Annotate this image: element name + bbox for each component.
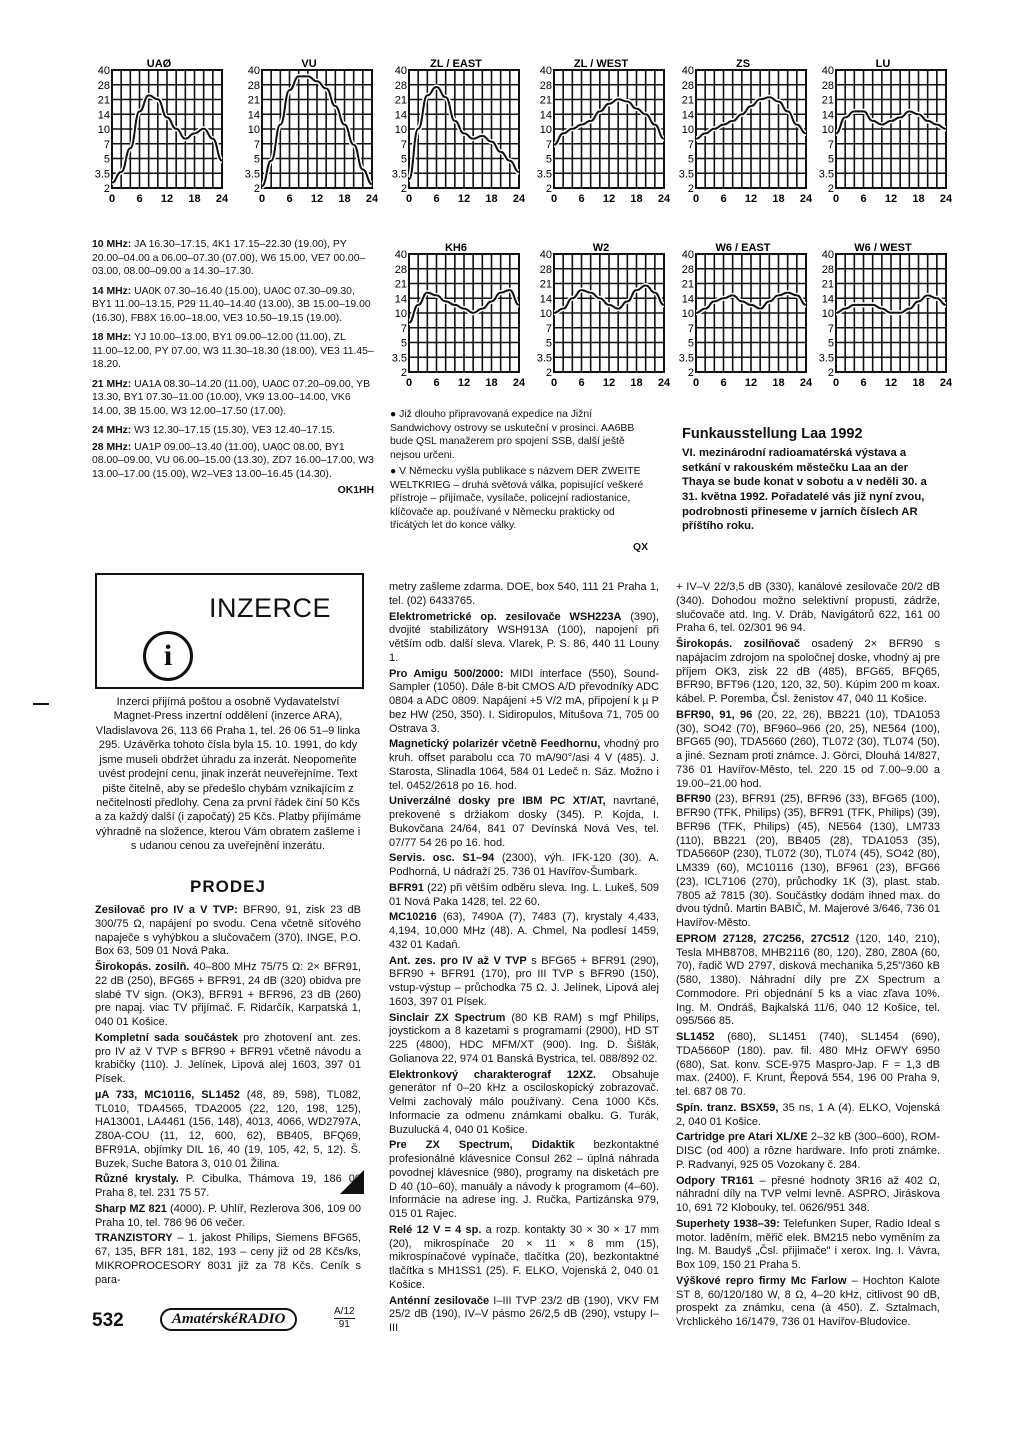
y-tick-label: 14	[97, 109, 110, 122]
x-tick-label: 24	[365, 193, 378, 205]
x-tick-label: 24	[657, 377, 670, 389]
y-tick-label: 14	[681, 293, 694, 306]
y-tick-label: 40	[681, 249, 694, 261]
x-tick-label: 12	[602, 193, 616, 205]
y-tick-label: 2	[545, 183, 552, 195]
y-tick-label: 10	[539, 308, 552, 320]
y-tick-label: 7	[545, 322, 552, 335]
ad-text: (2300), výh. IFK-120 (30). A. Podhorná, U nádraží 25. 736 01 Havířov-Šumbark.	[389, 852, 660, 878]
x-tick-label: 0	[692, 377, 700, 389]
classified-ad	[95, 1232, 361, 1287]
ad-text: vhodný pro kruh. offset parabolu cca 70 mA/90°/asi 4 V (485). J. Starosta, Slinadla 1064, 584 01 Ledeč n. Sáz. Možno i tel. 0452/2618 po 16. hod.	[389, 738, 659, 792]
y-tick-label: 40	[681, 65, 694, 77]
y-tick-label: 21	[394, 278, 407, 291]
chart-svg	[385, 52, 525, 212]
y-tick-label: 5	[253, 153, 260, 166]
ad-heading: BFR90, 91, 96	[676, 708, 753, 721]
y-tick-label: 21	[681, 94, 694, 107]
x-tick-label: 24	[799, 193, 812, 205]
x-tick-label: 12	[744, 377, 758, 389]
ad-text: 35 ns, 1 A (4). ELKO, Vojenská 2, 040 01 Košice.	[676, 1101, 941, 1128]
x-tick-label: 6	[136, 193, 143, 205]
classified-ad	[95, 1173, 361, 1201]
ad-text: a rozp. kontakty 30 × 30 × 17 mm (20), mikrospínače 20 × 11 × 8 mm (15), mikrospínačové vypínače, tlačítka (20), bezkontaktné tlačítka s MH1SS1 (25). F. ELKO, Vojenská 2, 040 01 Košice.	[389, 1223, 659, 1291]
y-tick-label: 40	[394, 65, 407, 77]
ad-heading: Různé krystaly.	[95, 1173, 179, 1186]
schedule-entry: 28 MHz: UA1P 09.00–13.40 (11.00), UA0C 08.00, BY1 08.00–09.00, VU 06.00–15.00 (13.30), ZD7 16.00–17.00, W3 13.00–17.00 (15.00), W2–VE3 13.00–16.45 (14.30).	[92, 441, 374, 480]
ad-heading: Anténní zesilovače	[389, 1294, 490, 1307]
inzerce-header-box	[95, 573, 364, 689]
ad-text: (120, 140, 210), Tesla MHB8708, MHB2116 (80, 120), Z80, Z80A (60, 70), řadič WD 2797, disková mechanika 5,25"/360 kB (580, 1380). Náhradní díly pre ZX Spectrum a Commodore. Pri objednání 5 ks a viac zľava 10%. Ing. M. Ondráš, Bajkalská 11/6, 040 12 Košice, tel. 095/566 85.	[676, 932, 940, 1028]
propagation-schedule	[92, 238, 374, 501]
ad-text: Obsahuje generátor nf 0–20 kHz a osciloskopický zobrazovač. Velmi zachovalý málo používaný. Cena 1000 Kčs. Informacie za odmenu známkami obalku. G. Turák, Buzulucká 4, 040 01 Košice.	[389, 1068, 659, 1136]
schedule-entry: 21 MHz: UA1A 08.30–14.20 (11.00), UA0C 07.20–09.00, YB 13.30, BY1 07.30–11.00 (10.00), VK9 13.00–14.00, VK6 14.00, 3B 15.00, W3 12.00–17.50 (17.00).	[92, 378, 371, 417]
ad-text: osadený 2× BFR90 s napájacím zdrojom na spoločnej doske, vhodný aj pre příjem OK3, zisk 22 dB (485), BFG65, BFQ65, BFR90, BFT96 (120, 120, 32, 50). Kúpim 200 m koax. kábel. P. Poremba, Čsl. ženistov 47, 040 11 Košice.	[676, 638, 940, 705]
propagation-chart	[812, 52, 952, 212]
y-tick-label: 2	[545, 367, 552, 379]
classified-ad	[676, 1102, 940, 1130]
y-tick-label: 3.5	[391, 352, 407, 365]
y-tick-label: 2	[687, 183, 694, 195]
x-tick-label: 0	[550, 193, 558, 205]
y-tick-label: 3.5	[244, 168, 260, 181]
y-tick-label: 28	[539, 263, 552, 276]
news-item: ● V Německu vyšla publikace s názvem DER ZWEITE WELTKRIEG – druhá světová válka, popisující veškeré přístroje – přijímače, vysílače, policejní radiostanice, klíčovače ap. používané v Německu prakticky od třicátých let do konce války.	[390, 466, 644, 532]
x-tick-label: 0	[692, 193, 700, 205]
ad-text: navrtané, prekovené s držiakom dosky (345). P. Kojda, I. Bukovčana 24/64, 841 07 Devínská Nová Ves, tel. 07/77 54 26 po 16. hod.	[389, 795, 659, 849]
magazine-logo: AmatérskéRADIO	[160, 1308, 297, 1331]
classified-ad	[95, 1203, 361, 1231]
y-tick-label: 40	[539, 249, 552, 261]
ad-heading: TRANZISTORY	[95, 1232, 173, 1245]
classified-ad	[389, 955, 659, 1010]
x-tick-label: 6	[433, 377, 440, 389]
y-tick-label: 21	[539, 278, 552, 291]
chart-svg	[812, 236, 952, 396]
x-tick-label: 0	[405, 377, 413, 389]
chart-title: ZL / WEST	[573, 58, 629, 70]
classified-ad	[389, 581, 659, 609]
classified-ad	[389, 795, 659, 850]
ad-text: metry zašleme zdarma. DOE, box 540, 111 21 Praha 1, tel. (02) 6433765.	[389, 581, 659, 607]
chart-title: KH6	[444, 242, 468, 254]
funkausstellung-title: Funkausstellung Laa 1992	[682, 426, 863, 442]
ad-text: pro zhotovení ant. zes. pro IV až V TVP s BFR90 + BFR91 včetně návodu a krabičky (110). J. Jelínek, Lipová alej 1603, 397 01 Písek.	[95, 1031, 361, 1085]
x-tick-label: 12	[744, 193, 758, 205]
x-tick-label: 24	[512, 377, 525, 389]
ad-heading: Magnetický polarizér včetně Feedhornu,	[389, 738, 601, 751]
y-tick-label: 3.5	[536, 168, 552, 181]
x-tick-label: 18	[772, 193, 785, 205]
x-tick-label: 0	[108, 193, 116, 205]
y-tick-label: 40	[821, 65, 834, 77]
x-tick-label: 6	[578, 193, 585, 205]
propagation-chart	[238, 52, 378, 212]
ad-heading: µA 733, MC10116, SL1452	[95, 1088, 240, 1101]
ad-heading: Relé 12 V = 4 sp.	[389, 1223, 482, 1236]
classified-ad	[676, 1131, 940, 1172]
chart-title: ZL / EAST	[430, 58, 482, 70]
ad-heading: MC10216	[389, 911, 437, 924]
y-tick-label: 3.5	[818, 352, 834, 365]
x-tick-label: 18	[338, 193, 351, 205]
chart-svg	[88, 52, 228, 212]
propagation-chart	[812, 236, 952, 396]
x-tick-label: 0	[832, 377, 840, 389]
x-tick-label: 18	[630, 193, 643, 205]
x-tick-label: 12	[602, 377, 616, 389]
ad-heading: BFR91	[389, 881, 424, 894]
x-tick-label: 18	[485, 193, 498, 205]
y-tick-label: 5	[545, 153, 552, 166]
x-tick-label: 0	[550, 377, 558, 389]
ad-text: (23), BFR91 (25), BFR96 (33), BFG65 (100), BFR90 (TFK, Philips) (35), BFR91 (TFK, Philips) (39), BFR96 (TFK, Philips) (45), NE564 (130), LM733 (110), BB221 (20), BB405 (28), TDA1053 (35), TDA5660P (230), TL072 (30), TL074 (45), SO42 (80), LM339 (60), MC10116 (130), BF961 (23), BFG66 (23), ICL7106 (270), průchodky 1K (3), plast. stab. 7805 až 7815 (30). Součástky dodám ihned max. do dvou týdnů. Martin BABIČ, M. Majerové 3/646, 736 01 Havířov-Město.	[676, 793, 940, 929]
news-column	[390, 408, 648, 557]
x-tick-label: 12	[457, 193, 471, 205]
propagation-chart	[672, 52, 812, 212]
x-tick-label: 18	[912, 377, 925, 389]
y-tick-label: 5	[400, 337, 407, 350]
classified-ad	[389, 1224, 659, 1293]
ad-heading: Ant. zes. pro IV až V TVP	[389, 954, 527, 967]
ad-text: 40–800 MHz 75/75 Ω: 2× BFR91, 22 dB (250), BFG65 + BFR91, 24 dB (320) obidva pre slabé TV sign. (OK3), BFR91 + BFR96, 23 dB (260) pre napaj. viac TV přijímač. F. Ridarčík, Karpatská 1, 040 01 Košice.	[95, 961, 361, 1028]
y-tick-label: 3.5	[818, 168, 834, 181]
classified-ad	[95, 1032, 361, 1087]
y-tick-label: 40	[97, 65, 110, 77]
ad-text: + IV–V 22/3,5 dB (330), kanálové zesilovače 20/2 dB (340). Dohodou možno selektivní propusti, zádrže, slučovače atd. Ing. V. Dráb, Navigátorů 622, 161 00 Praha 6, tel. 02/301 96 94.	[676, 581, 940, 635]
ad-text: – přesné hodnoty 3R16 až 402 Ω, náhradní díly na TVP velmi levně. ASPRO, Jiráskova 10, 691 72 Klobouky, tel. 0626/951 348.	[676, 1174, 940, 1214]
inzerce-intro: Inzerci přijímá poštou a osobně Vydavatelství Magnet-Press inzertní oddělení (inzerce ARA), Vladislavova 26, 113 66 Praha 1, tel. 26 06 51–9 linka 295. Uzávěrka tohoto čísla byla 15. 10. 1991, do kdy jsme museli obdržet úhradu za inzerát. Neopomeňte uvést prodejní cenu, jinak inzerát neuveřejníme. Text pište čitelně, aby se předešlo chybám vznikajícím z nečitelnosti předlohy. Cena za první řádek činí 50 Kčs a za každý další (i započatý) 25 Kčs. Platby přijímáme výhradně na složence, kterou Vám obratem zašleme i s udanou cenou za uveřejnění inzerátu.	[95, 696, 361, 853]
classified-ad	[676, 933, 940, 1029]
classified-ad	[389, 882, 659, 910]
x-tick-label: 24	[939, 377, 952, 389]
news-signature: QX	[632, 541, 648, 553]
y-tick-label: 14	[539, 293, 552, 306]
chart-title: VU	[301, 58, 317, 70]
chart-title: LU	[875, 58, 891, 70]
x-tick-label: 6	[860, 377, 867, 389]
classified-ad	[389, 1012, 659, 1067]
x-tick-label: 12	[457, 377, 471, 389]
y-tick-label: 7	[103, 138, 110, 151]
y-tick-label: 21	[681, 278, 694, 291]
x-tick-label: 6	[578, 377, 585, 389]
ad-text: 2–32 kB (300–600), ROM-DISC (od 400) a rôzne hardware. Info proti známke. P. Radvanyi, 925 05 Vozokany č. 284.	[676, 1131, 940, 1171]
classified-ad	[389, 911, 659, 952]
x-tick-label: 12	[160, 193, 174, 205]
y-tick-label: 28	[394, 79, 407, 92]
y-tick-label: 2	[103, 183, 110, 195]
ads-column-3	[676, 581, 940, 1332]
x-tick-label: 24	[799, 377, 812, 389]
chart-svg	[672, 236, 812, 396]
ad-heading: Servis. osc. S1–94	[389, 852, 495, 865]
classified-ad	[676, 638, 940, 707]
y-tick-label: 28	[97, 79, 110, 92]
y-tick-label: 7	[253, 138, 260, 151]
prodej-title: PRODEJ	[190, 877, 266, 896]
chart-grid	[696, 254, 806, 372]
ad-text: (48, 89, 598), TL082, TL010, TDA4565, TDA2005 (22, 120, 198, 125), HA13001, LA4461 (156, 148), 4013, 4066, WD2797A, Z80A-COU (11, 12, 600, 62), BB405, BFQ69, BFR91A, objímky DIL 16, 40 (19, 105, 42, 5, 12). Š. Buzek, Suche Batora 3, 010 01 Žilina.	[95, 1088, 362, 1170]
y-tick-label: 10	[681, 308, 694, 320]
propagation-chart	[385, 236, 525, 396]
chart-grid	[836, 70, 946, 188]
ad-heading: Spín. tranz. BSX59,	[676, 1101, 779, 1114]
y-tick-label: 28	[681, 79, 694, 92]
propagation-chart	[530, 236, 670, 396]
y-tick-label: 5	[400, 153, 407, 166]
y-tick-label: 40	[821, 249, 834, 261]
classified-ad	[676, 1275, 940, 1330]
ad-text: Telefunken Super, Radio Ideal s motor. laděním, měřič elek. BM215 nebo vyměním za Ing. M. Baudyš „Čsl. přijimače" i xerox. Ing. I. Vávra, Box 109, 150 21 Praha 5.	[676, 1217, 940, 1271]
funkausstellung-text: VI. mezinárodní radioamatérská výstava a setkání v rakouském městečku Laa an der Thaya se bude konat v sobotu a v neděli 30. a 31. května 1992. Pořadatelé vás již nyní zvou, podrobnosti přineseme v jarních číslech AR příštího roku.	[682, 447, 927, 533]
y-tick-label: 2	[827, 367, 834, 379]
classified-ad	[95, 1089, 361, 1172]
y-tick-label: 40	[394, 249, 407, 261]
chart-title: ZS	[735, 58, 751, 70]
y-tick-label: 14	[821, 109, 834, 122]
chart-title: W6 / EAST	[715, 242, 771, 254]
y-tick-label: 28	[681, 263, 694, 276]
y-tick-label: 14	[681, 109, 694, 122]
ad-heading: Kompletní sada součástek	[95, 1031, 239, 1044]
ad-text: MIDI interface (550), Sound-Sampler (1050). Dále 8-bit CMOS A/D převodníky ADC 0804 a ADC 0809. Napájení +5 V/2 mA, připojení k µ P bez HW (250, 350). I. Sidiropulos, Mitušova 71, 705 00 Ostrava 3.	[389, 667, 659, 735]
classified-ad	[389, 852, 659, 880]
schedule-entry: 24 MHz: W3 12.30–17.15 (15.30), VE3 12.40–17.15.	[92, 425, 336, 437]
y-tick-label: 5	[687, 153, 694, 166]
ad-heading: BFR90	[676, 793, 711, 806]
y-tick-label: 7	[400, 138, 407, 151]
y-tick-label: 10	[247, 124, 260, 136]
chart-title: UAØ	[146, 58, 172, 70]
schedule-entry: 18 MHz: YJ 10.00–13.00, BY1 09.00–12.00 (11.00), ZL 11.00–12.00, PY 07.00, W3 11.30–18.30 (18.00), VE3 11.45–18.20.	[92, 332, 374, 371]
y-tick-label: 21	[539, 94, 552, 107]
ad-heading: Zesilovač pro IV a V TVP:	[95, 904, 238, 916]
x-tick-label: 6	[860, 193, 867, 205]
y-tick-label: 10	[539, 124, 552, 136]
ad-heading: Elektrometrické op. zesilovače WSH223A	[389, 610, 622, 623]
ad-heading: Elektronkový charakterograf 12XZ.	[389, 1068, 597, 1081]
y-tick-label: 3.5	[678, 352, 694, 365]
y-tick-label: 5	[827, 153, 834, 166]
y-tick-label: 7	[400, 322, 407, 335]
ad-text: (20, 22, 26), BB221 (10), TDA1053 (30), SO42 (70), BF960–966 (20, 25), NE564 (100), BFG65 (90), TDA5660 (260), TL072 (30), TL074 (50), a jiné. Seznam proti známce. J. Görci, Dlouhá 14/827, 736 01 Havířov-Město, tel. 220 15 od 7.00–9.00 a 19.00–21.00 hod.	[676, 708, 940, 790]
classified-ad	[389, 738, 659, 793]
ads-column-2	[389, 581, 659, 1338]
x-tick-label: 18	[188, 193, 201, 205]
y-tick-label: 5	[545, 337, 552, 350]
chart-grid	[554, 254, 664, 372]
y-tick-label: 28	[247, 79, 260, 92]
y-tick-label: 3.5	[94, 168, 110, 181]
ad-text: P. Cibulka, Thámova 19, 186 00 Praha 8, tel. 231 75 57.	[95, 1173, 361, 1199]
x-tick-label: 6	[720, 377, 727, 389]
classified-ad	[389, 1139, 659, 1222]
y-tick-label: 14	[394, 293, 407, 306]
chart-svg	[530, 236, 670, 396]
ad-text: I–III TVP 23/2 dB (190), VKV FM 25/2 dB (190), IV–V pásmo 26/2,5 dB (290), vstupy I–III	[389, 1294, 659, 1334]
schedule-signature: OK1HH	[337, 485, 374, 497]
y-tick-label: 7	[827, 138, 834, 151]
classified-ad	[95, 961, 361, 1030]
classified-ad	[676, 1175, 940, 1216]
propagation-chart	[672, 236, 812, 396]
side-dash	[33, 703, 49, 705]
y-tick-label: 21	[97, 94, 110, 107]
issue-number: A/12 91	[334, 1306, 355, 1330]
y-tick-label: 2	[687, 367, 694, 379]
ad-heading: EPROM 27128, 27C256, 27C512	[676, 932, 850, 945]
x-tick-label: 24	[512, 193, 525, 205]
propagation-chart	[88, 52, 228, 212]
ad-text: (680), SL1451 (740), SL1454 (690), TDA5660P (180). pav. fil. 480 MHz OFWY 6950 (680), Sat. konv. SCE-975 Maspro-Jap. F = 1,3 dB max. (2400). F. Krunt, Řepová 554, 196 00 Praha 9, tel. 687 08 70.	[676, 1031, 940, 1098]
chart-grid	[409, 254, 519, 372]
classified-ad	[676, 1031, 940, 1100]
x-tick-label: 12	[884, 377, 898, 389]
y-tick-label: 28	[821, 263, 834, 276]
x-tick-label: 24	[215, 193, 228, 205]
inzerce-title: INZERCE	[209, 593, 332, 623]
ad-text: – Hochton Kalote ST 8, 60/120/180 W, 8 Ω, 4–20 kHz, citlivost 90 dB, prospekt za známku, cena (à 450). Z. Sztalmach, Vrchlického 16/1479, 736 01 Havířov-Bludovice.	[676, 1274, 940, 1328]
chart-grid	[409, 70, 519, 188]
ad-heading: Širokopás. zosilň.	[95, 961, 190, 973]
ad-text: (4000). P. Uhlíř, Rezlerova 306, 109 00 Praha 10, tel. 786 96 06 večer.	[95, 1202, 361, 1229]
y-tick-label: 14	[394, 109, 407, 122]
y-tick-label: 7	[545, 138, 552, 151]
y-tick-label: 28	[539, 79, 552, 92]
chart-title: W2	[592, 242, 610, 254]
x-tick-label: 18	[485, 377, 498, 389]
classified-ad	[95, 904, 361, 959]
propagation-chart	[385, 52, 525, 212]
y-tick-label: 5	[687, 337, 694, 350]
chart-svg	[672, 52, 812, 212]
y-tick-label: 40	[247, 65, 260, 77]
ad-heading: Širokopás. zosilňovač	[676, 638, 801, 650]
x-tick-label: 24	[657, 193, 670, 205]
y-tick-label: 3.5	[536, 352, 552, 365]
y-tick-label: 10	[394, 308, 407, 320]
y-tick-label: 10	[97, 124, 110, 136]
y-tick-label: 28	[821, 79, 834, 92]
ad-heading: Výškové repro firmy Mc Farlow	[676, 1274, 847, 1287]
x-tick-label: 18	[630, 377, 643, 389]
x-tick-label: 6	[286, 193, 293, 205]
classified-ad	[676, 709, 940, 792]
ad-text: (80 KB RAM) s mgf Philips, joystickom a 8 kazetami s programami (2900), HD ST 225 (4800), HDC MFM/XT (900). Ing. D. Šišlák, Golianova 22, 974 01 Banská Bystrica, tel. 088/892 02.	[389, 1011, 659, 1065]
x-tick-label: 18	[772, 377, 785, 389]
classified-ad	[389, 611, 659, 666]
y-tick-label: 21	[821, 278, 834, 291]
schedule-entry: 14 MHz: UA0K 07.30–16.40 (15.00), UA0C 07.30–09.30, BY1 11.00–13.15, P29 11.40–14.40 (13.00), 3B 15.00–19.00 (16.30), FB8X 16.00–18.00, VE3 10.50–19.15 (19.00).	[92, 285, 371, 324]
y-tick-label: 2	[827, 183, 834, 195]
x-tick-label: 0	[405, 193, 413, 205]
ad-text: (63), 7490A (7), 7483 (7), krystaly 4,433, 4,194, 10,000 MHz (48). A. Chmel, Na podlesí 1459, 432 01 Kadaň.	[389, 911, 659, 951]
y-tick-label: 40	[539, 65, 552, 77]
ad-heading: Sharp MZ 821	[95, 1202, 167, 1215]
classified-ad	[389, 668, 659, 737]
classified-ad	[389, 1069, 659, 1138]
chart-svg	[812, 52, 952, 212]
chart-svg	[530, 52, 670, 212]
y-tick-label: 10	[394, 124, 407, 136]
y-tick-label: 2	[400, 367, 407, 379]
ad-heading: Cartridge pre Atari XL/XE	[676, 1131, 808, 1144]
schedule-entry: 10 MHz: JA 16.30–17.15, 4K1 17.15–22.30 (19.00), PY 20.00–04.00 a 06.00–07.30 (07.00), W6 15.00, VE7 00.00–03.00, 08.00–09.00 a 14.30–17.30.	[92, 239, 366, 278]
y-tick-label: 5	[827, 337, 834, 350]
ad-heading: Pre ZX Spectrum, Didaktik	[389, 1139, 575, 1152]
info-logo-icon: i	[143, 631, 193, 681]
ad-text: (390), dvojité stabilizátory WSH913A (100), napojení při větším odb. další sleva. Vlarek, P. S. 86, 440 11 Louny 1.	[389, 610, 659, 664]
y-tick-label: 10	[821, 308, 834, 320]
y-tick-label: 14	[821, 293, 834, 306]
ad-heading: Superhety 1938–39:	[676, 1217, 780, 1230]
y-tick-label: 14	[247, 109, 260, 122]
y-tick-label: 2	[253, 183, 260, 195]
y-tick-label: 21	[247, 94, 260, 107]
ad-text: (22) při větším odběru sleva. Ing. L. Lukeš, 509 01 Nová Paka 1428, tel. 22 60.	[389, 881, 659, 908]
chart-svg	[385, 236, 525, 396]
y-tick-label: 14	[539, 109, 552, 122]
x-tick-label: 0	[258, 193, 266, 205]
ads-column-1	[95, 904, 361, 1289]
ad-heading: Sinclair ZX Spectrum	[389, 1011, 506, 1024]
funkausstellung-notice	[682, 426, 937, 534]
y-tick-label: 5	[103, 153, 110, 166]
y-tick-label: 21	[821, 94, 834, 107]
ad-heading: SL1452	[676, 1031, 715, 1043]
x-tick-label: 6	[433, 193, 440, 205]
y-tick-label: 21	[394, 94, 407, 107]
x-tick-label: 12	[310, 193, 324, 205]
x-tick-label: 12	[884, 193, 898, 205]
y-tick-label: 3.5	[678, 168, 694, 181]
page-number: 532	[92, 1310, 124, 1331]
chart-svg	[238, 52, 378, 212]
chart-title: W6 / WEST	[854, 242, 912, 254]
x-tick-label: 6	[720, 193, 727, 205]
y-tick-label: 10	[821, 124, 834, 136]
classified-ad	[389, 1295, 659, 1336]
ad-text: s BFG65 + BFR91 (290), BFR90 + BFR91 (170), pro III TVP s BFR90 (150), vstup-výstup – průchodka 75 Ω. J. Jelínek, Lipová alej 1603, 397 01 Písek.	[389, 954, 659, 1008]
y-tick-label: 3.5	[391, 168, 407, 181]
y-tick-label: 7	[687, 322, 694, 335]
classified-ad	[676, 1218, 940, 1273]
propagation-chart	[530, 52, 670, 212]
x-tick-label: 24	[939, 193, 952, 205]
ad-text: – 1. jakost Philips, Siemens BFG65, 67, 135, BFR 181, 182, 193 – ceny již od 28 Kčs/ks, MIKROPROCESORY 8031 již za 78 Kčs. Ceník s para-	[95, 1232, 361, 1286]
ad-text: BFR90, 91, zisk 23 dB 300/75 Ω, napájení po svodu. Cena včetně síťového napaječe s vyhýbkou a slučovačem (370). INGE, P.O. Box 63, 509 01 Nová Paka.	[95, 904, 362, 958]
classified-ad	[676, 793, 940, 931]
x-tick-label: 18	[912, 193, 925, 205]
ad-heading: Odpory TR161	[676, 1174, 754, 1187]
y-tick-label: 7	[827, 322, 834, 335]
y-tick-label: 10	[681, 124, 694, 136]
ad-heading: Pro Amigu 500/2000:	[389, 667, 504, 680]
news-item: ● Již dlouho připravovaná expedice na Jižní Sandwichovy ostrovy se uskuteční v prosinci. AA6BB bude QSL manažerem pro spojení SSB, další ještě nejsou určeni.	[390, 409, 635, 461]
x-tick-label: 0	[832, 193, 840, 205]
y-tick-label: 28	[394, 263, 407, 276]
y-tick-label: 7	[687, 138, 694, 151]
ad-text: bezkontaktné profesionálné klávesnice Consul 262 – úplná náhrada povodnej klávesnice (980), programy na disketách pre D 40 (10–60), manuály a návody k programom (4–60). Informácie na adrese ing. J. Ručka, Partizánska 979, 015 01 Rajec.	[389, 1139, 659, 1220]
classified-ad	[676, 581, 940, 636]
ad-heading: Univerzálné dosky pre IBM PC XT/AT,	[389, 795, 606, 808]
y-tick-label: 2	[400, 183, 407, 195]
